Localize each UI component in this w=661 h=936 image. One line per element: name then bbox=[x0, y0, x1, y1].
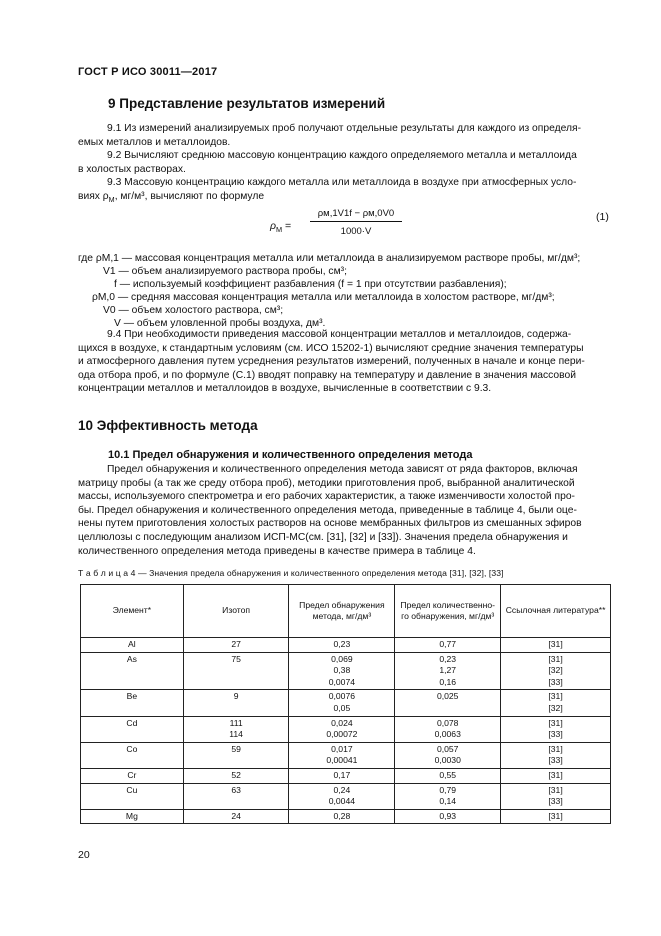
cell-lod bbox=[289, 809, 395, 824]
paragraph-10-1-line-1: Предел обнаружения и количественного определения метода зависят от ряда факторов, включая bbox=[107, 464, 578, 475]
table-4 bbox=[80, 584, 611, 824]
cell-element bbox=[81, 690, 184, 716]
formula-fraction bbox=[310, 208, 402, 237]
table-4-caption: Т а б л и ц а 4 — Значения предела обнаружения и количественного определения метода [31], [32], [33] bbox=[78, 568, 504, 578]
cell-isotope-value: 114 bbox=[229, 729, 243, 740]
cell-element-value: Al bbox=[128, 639, 136, 649]
paragraph-9-4-line-3: и атмосферного давления путем усреднения результатов измерений, полученных в начале и конце пери- bbox=[78, 356, 585, 368]
cell-lod-value: 0,00041 bbox=[326, 755, 358, 766]
where-line-1: где ρМ,1 — массовая концентрация металла или металлоида в анализируемом растворе пробы, мг/дм³; bbox=[78, 253, 581, 264]
cell-isotope bbox=[183, 652, 289, 690]
formula-numerator: ρм,1V1f − ρм,0V0 bbox=[310, 208, 402, 222]
paragraph-10-1-line-7: количественного определения метода приведены в качестве примера в таблице 4. bbox=[78, 545, 476, 557]
cell-lod bbox=[289, 742, 395, 768]
cell-isotope bbox=[183, 809, 289, 824]
paragraph-9-3-line-2 bbox=[78, 190, 611, 204]
cell-refs bbox=[501, 783, 611, 809]
paragraph-9-2-line-2: в холостых растворах. bbox=[78, 163, 186, 175]
cell-refs bbox=[501, 768, 611, 783]
header-references: Ссылочная литература** bbox=[501, 585, 611, 638]
paragraph-9-4-line-5: концентрации металлов и металлоидов в воздухе, вычисленные в соответствии с 9.3. bbox=[78, 383, 492, 395]
paragraph-9-4-line-4: ода отбора проб, и по формуле (С.1) вводят поправку на температуру и давление в значения массовой bbox=[78, 369, 576, 381]
cell-refs bbox=[501, 638, 611, 653]
cell-loq bbox=[395, 768, 501, 783]
cell-loq-value: 0,77 bbox=[439, 639, 457, 649]
cell-lod-value: 0,05 bbox=[333, 702, 351, 713]
header-loq: Предел количественно-го обнаружения, мг/дм³ bbox=[395, 585, 501, 638]
cell-element-value: Mg bbox=[125, 810, 138, 821]
cell-refs bbox=[501, 809, 611, 824]
cell-refs-value: [31] bbox=[548, 810, 563, 821]
paragraph-10-1-line-2: матрицу пробы (а так же среду отбора проб), методики приготовления проб, выбранной аналитической bbox=[78, 477, 575, 489]
section-10-heading: 10 Эффективность метода bbox=[78, 418, 258, 433]
formula-number: (1) bbox=[596, 211, 609, 223]
paragraph-9-4-line-2: щихся в воздухе, к стандартным условиям (см. ИСО 15202-1) вычисляют средние значения температуры bbox=[78, 342, 584, 354]
cell-refs bbox=[501, 690, 611, 716]
cell-refs bbox=[501, 742, 611, 768]
header-element: Элемент* bbox=[81, 585, 184, 638]
cell-lod-value: 0,28 bbox=[333, 810, 351, 821]
cell-loq-value: 0,0063 bbox=[434, 729, 461, 740]
cell-refs-value: [31] bbox=[548, 653, 563, 664]
cell-element-value: Be bbox=[126, 691, 138, 702]
cell-refs bbox=[501, 716, 611, 742]
document-header: ГОСТ Р ИСО 30011—2017 bbox=[78, 66, 218, 78]
cell-element bbox=[81, 809, 184, 824]
cell-refs bbox=[501, 652, 611, 690]
table-body bbox=[81, 638, 611, 824]
cell-loq bbox=[395, 783, 501, 809]
formula-rho-sub: М bbox=[276, 225, 283, 235]
cell-loq-value: 0,93 bbox=[439, 810, 457, 821]
paragraph-10-1-line-4: бы. Предел обнаружения и количественного определения метода, приведенные в таблице 4, были оце- bbox=[78, 504, 577, 516]
cell-refs-value: [33] bbox=[548, 796, 563, 807]
cell-loq-value: 0,55 bbox=[439, 769, 457, 780]
cell-element-value: Cr bbox=[127, 769, 137, 780]
cell-refs-value: [31] bbox=[548, 743, 563, 754]
cell-isotope bbox=[183, 768, 289, 783]
cell-lod-value: 0,17 bbox=[333, 769, 351, 780]
cell-element bbox=[81, 768, 184, 783]
cell-element bbox=[81, 638, 184, 653]
cell-lod-value: 0,069 bbox=[331, 653, 353, 664]
cell-loq bbox=[395, 809, 501, 824]
header-isotope: Изотоп bbox=[183, 585, 289, 638]
where-line-2: V1 — объем анализируемого раствора пробы, см³; bbox=[103, 266, 347, 277]
cell-refs-value: [31] bbox=[548, 717, 563, 728]
cell-refs-value: [32] bbox=[548, 702, 563, 713]
cell-element bbox=[81, 652, 184, 690]
rho-subscript: М bbox=[108, 195, 115, 205]
table-header-row bbox=[81, 585, 611, 638]
formula-rho: ρ bbox=[270, 220, 277, 232]
formula-lhs bbox=[270, 220, 292, 235]
table-row bbox=[81, 652, 611, 690]
cell-lod-value: 0,0074 bbox=[328, 676, 356, 687]
cell-lod bbox=[289, 638, 395, 653]
cell-lod-value: 0,23 bbox=[333, 639, 351, 649]
header-lod: Предел обнаружения метода, мг/дм³ bbox=[289, 585, 395, 638]
cell-loq-value: 0,79 bbox=[439, 784, 457, 795]
where-line-5: V0 — объем холостого раствора, см³; bbox=[103, 305, 284, 316]
cell-lod bbox=[289, 783, 395, 809]
paragraph-9-1-line-1: 9.1 Из измерений анализируемых проб получают отдельные результаты для каждого из определя- bbox=[107, 123, 581, 134]
cell-isotope bbox=[183, 690, 289, 716]
rho-symbol: виях ρ bbox=[78, 190, 109, 202]
paragraph-10-1-line-5: нены путем приготовления холостых растворов на основе мембранных фильтров из смешанных эфиров bbox=[78, 518, 582, 530]
cell-element-value: As bbox=[126, 653, 137, 664]
paragraph-9-3-rest: , мг/м³, вычисляют по формуле bbox=[114, 190, 265, 202]
cell-element bbox=[81, 783, 184, 809]
cell-loq-value: 0,025 bbox=[436, 691, 459, 702]
paragraph-9-4 bbox=[78, 328, 611, 396]
paragraph-9-4-line-1: 9.4 При необходимости приведения массовой концентрации металлов и металлоидов, содержа- bbox=[107, 329, 572, 340]
table-row bbox=[81, 783, 611, 809]
paragraph-10-1-line-3: массы, используемого спектрометра и его рабочих характеристик, а также изменчивости холостой про- bbox=[78, 491, 575, 503]
section-9-heading: 9 Представление результатов измерений bbox=[108, 96, 386, 111]
cell-lod-value: 0,017 bbox=[331, 743, 353, 754]
paragraph-10-1-line-6: целлюлозы с последующим анализом ИСП-МС(см. [31], [32] и [33]). Значения предела обнаружения и bbox=[78, 531, 568, 543]
section-10-1-heading: 10.1 Предел обнаружения и количественного определения метода bbox=[108, 449, 473, 461]
cell-lod bbox=[289, 652, 395, 690]
cell-loq-value: 0,057 bbox=[436, 743, 459, 754]
cell-loq bbox=[395, 690, 501, 716]
cell-refs-value: [33] bbox=[548, 729, 563, 740]
cell-lod-value: 0,00072 bbox=[326, 729, 358, 740]
cell-loq-value: 0,0030 bbox=[434, 755, 461, 766]
cell-isotope bbox=[183, 783, 289, 809]
cell-loq bbox=[395, 716, 501, 742]
cell-isotope bbox=[183, 638, 289, 653]
where-line-4: ρМ,0 — средняя массовая концентрация металла или металлоида в холостом растворе, мг/дм³; bbox=[92, 292, 555, 303]
formula-denominator: 1000·V bbox=[340, 226, 372, 237]
cell-loq-value: 0,078 bbox=[436, 717, 459, 728]
cell-loq-value: 0,16 bbox=[439, 676, 457, 687]
cell-refs-value: [31] bbox=[548, 639, 563, 649]
cell-isotope-value: 59 bbox=[231, 743, 241, 754]
where-line-6: V — объем уловленной пробы воздуха, дм³. bbox=[114, 318, 326, 329]
table-row bbox=[81, 716, 611, 742]
cell-loq-value: 0,14 bbox=[439, 796, 457, 807]
page-number: 20 bbox=[78, 849, 90, 861]
cell-isotope-value: 63 bbox=[231, 784, 241, 795]
table-row bbox=[81, 690, 611, 716]
table-row bbox=[81, 638, 611, 653]
cell-loq-value: 1,27 bbox=[439, 665, 457, 676]
cell-isotope bbox=[183, 742, 289, 768]
cell-refs-value: [31] bbox=[548, 691, 563, 702]
cell-refs-value: [31] bbox=[548, 769, 563, 780]
table-row bbox=[81, 809, 611, 824]
table-row bbox=[81, 742, 611, 768]
cell-refs-value: [32] bbox=[548, 665, 563, 676]
cell-lod-value: 0,0044 bbox=[328, 796, 356, 807]
cell-isotope-value: 9 bbox=[233, 691, 239, 702]
cell-loq-value: 0,23 bbox=[439, 653, 457, 664]
cell-lod bbox=[289, 690, 395, 716]
cell-loq bbox=[395, 652, 501, 690]
cell-lod bbox=[289, 768, 395, 783]
paragraph-9-2-line-1: 9.2 Вычисляют среднюю массовую концентрацию каждого определяемого металла и металлоида bbox=[107, 150, 577, 162]
cell-element bbox=[81, 742, 184, 768]
cell-isotope-value: 52 bbox=[231, 769, 241, 780]
cell-element bbox=[81, 716, 184, 742]
table-row bbox=[81, 768, 611, 783]
paragraph-10-1 bbox=[78, 463, 611, 558]
cell-lod bbox=[289, 716, 395, 742]
cell-refs-value: [33] bbox=[548, 676, 563, 687]
formula-equals: = bbox=[282, 220, 292, 232]
cell-loq bbox=[395, 638, 501, 653]
paragraph-9-1-line-2: емых металлов и металлоидов. bbox=[78, 136, 231, 148]
cell-lod-value: 0,38 bbox=[333, 665, 351, 676]
cell-element-value: Cu bbox=[126, 784, 138, 795]
cell-isotope bbox=[183, 716, 289, 742]
cell-isotope-value: 111 bbox=[229, 717, 243, 728]
cell-refs-value: [33] bbox=[548, 755, 563, 766]
cell-loq bbox=[395, 742, 501, 768]
cell-element-value: Cd bbox=[126, 717, 138, 728]
cell-lod-value: 0,024 bbox=[331, 717, 353, 728]
cell-isotope-value: 24 bbox=[231, 810, 241, 821]
cell-lod-value: 0,0076 bbox=[328, 691, 356, 702]
cell-refs-value: [31] bbox=[548, 784, 563, 795]
paragraph-9-1 bbox=[78, 122, 611, 204]
cell-element-value: Co bbox=[126, 743, 138, 754]
cell-lod-value: 0,24 bbox=[333, 784, 351, 795]
cell-isotope-value: 27 bbox=[231, 639, 241, 649]
paragraph-9-3-line-1: 9.3 Массовую концентрацию каждого металла или металлоида в воздухе при атмосферных усло- bbox=[107, 177, 577, 189]
where-line-3: f — используемый коэффициент разбавления (f = 1 при отсутствии разбавления); bbox=[114, 279, 507, 290]
cell-isotope-value: 75 bbox=[231, 653, 241, 664]
